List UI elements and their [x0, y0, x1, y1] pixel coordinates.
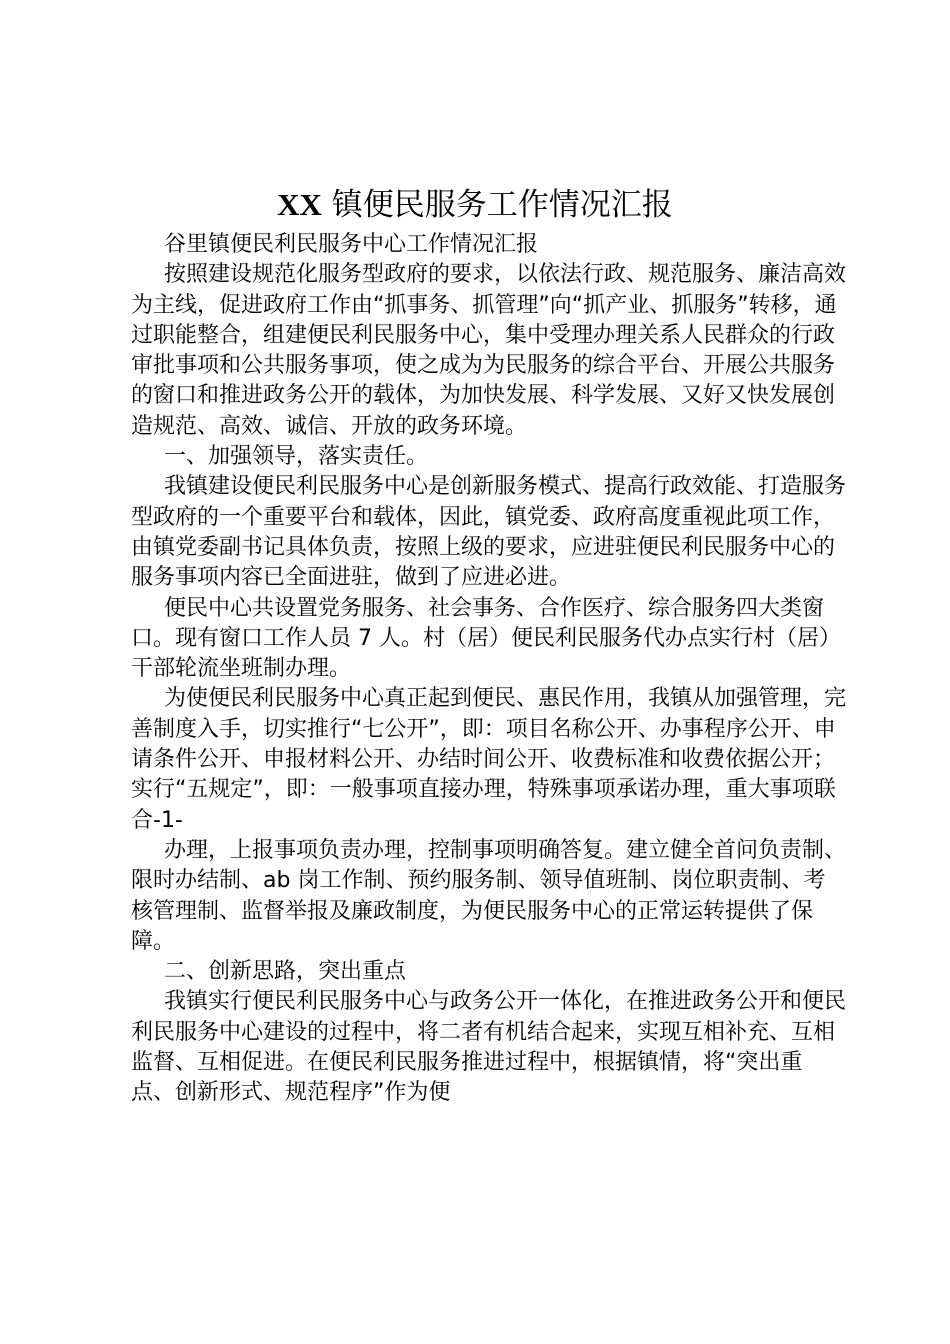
- paragraph: 按照建设规范化服务型政府的要求，以依法行政、规范服务、廉洁高效为主线，促进政府工作由“抓事务、抓管理”向“抓产业、抓服务”转移，通过职能整合，组建便民利民服务中心，集中受理办理关系人民群众的行政审批事项和公共服务事项，使之成为为民服务的综合平台、开展公共服务的窗口和推进政务公开的载体，为加快发展、科学发展、又好又快发展创造规范、高效、诚信、开放的政务环境。: [131, 262, 847, 439]
- section-heading: 一、加强领导，落实责任。: [164, 444, 429, 470]
- section-heading: 二、创新思路，突出重点: [164, 959, 407, 985]
- paragraph: 为使便民利民服务中心真正起到便民、惠民作用，我镇从加强管理，完善制度入手，切实推行“七公开”，即：项目名称公开、办事程序公开、申请条件公开、申报材料公开、办结时间公开、收费标准和收费依据公开；实行“五规定”，即：一般事项直接办理，特殊事项承诺办理，重大事项联合-1-: [131, 686, 847, 833]
- document-body: [131, 230, 846, 1109]
- paragraph: 便民中心共设置党务服务、社会事务、合作医疗、综合服务四大类窗口。现有窗口工作人员 7 人。村（居）便民利民服务代办点实行村（居）干部轮流坐班制办理。: [131, 595, 841, 682]
- title-prefix: XX: [277, 187, 322, 222]
- title-text: 镇便民服务工作情况汇报: [321, 187, 673, 223]
- paragraph: 我镇建设便民利民服务中心是创新服务模式、提高行政效能、打造服务型政府的一个重要平台和载体，因此，镇党委、政府高度重视此项工作，由镇党委副书记具体负责，按照上级的要求，应进驻便民利民服务中心的服务事项内容已全面进驻，做到了应进必进。: [131, 474, 847, 591]
- paragraph-subtitle: 谷里镇便民利民服务中心工作情况汇报: [164, 232, 539, 257]
- paragraph: 办理，上报事项负责办理，控制事项明确答复。建立健全首问负责制、限时办结制、ab 岗工作制、预约服务制、领导值班制、岗位职责制、考核管理制、监督举报及廉政制度，为便民服务中心的正常运转提供了保障。: [131, 837, 847, 954]
- paragraph: 我镇实行便民利民服务中心与政务公开一体化，在推进政务公开和便民利民服务中心建设的过程中，将二者有机结合起来，实现互相补充、互相监督、互相促进。在便民利民服务推进过程中，根据镇情，将“突出重点、创新形式、规范程序”作为便: [131, 989, 847, 1106]
- document-title: [0, 180, 950, 230]
